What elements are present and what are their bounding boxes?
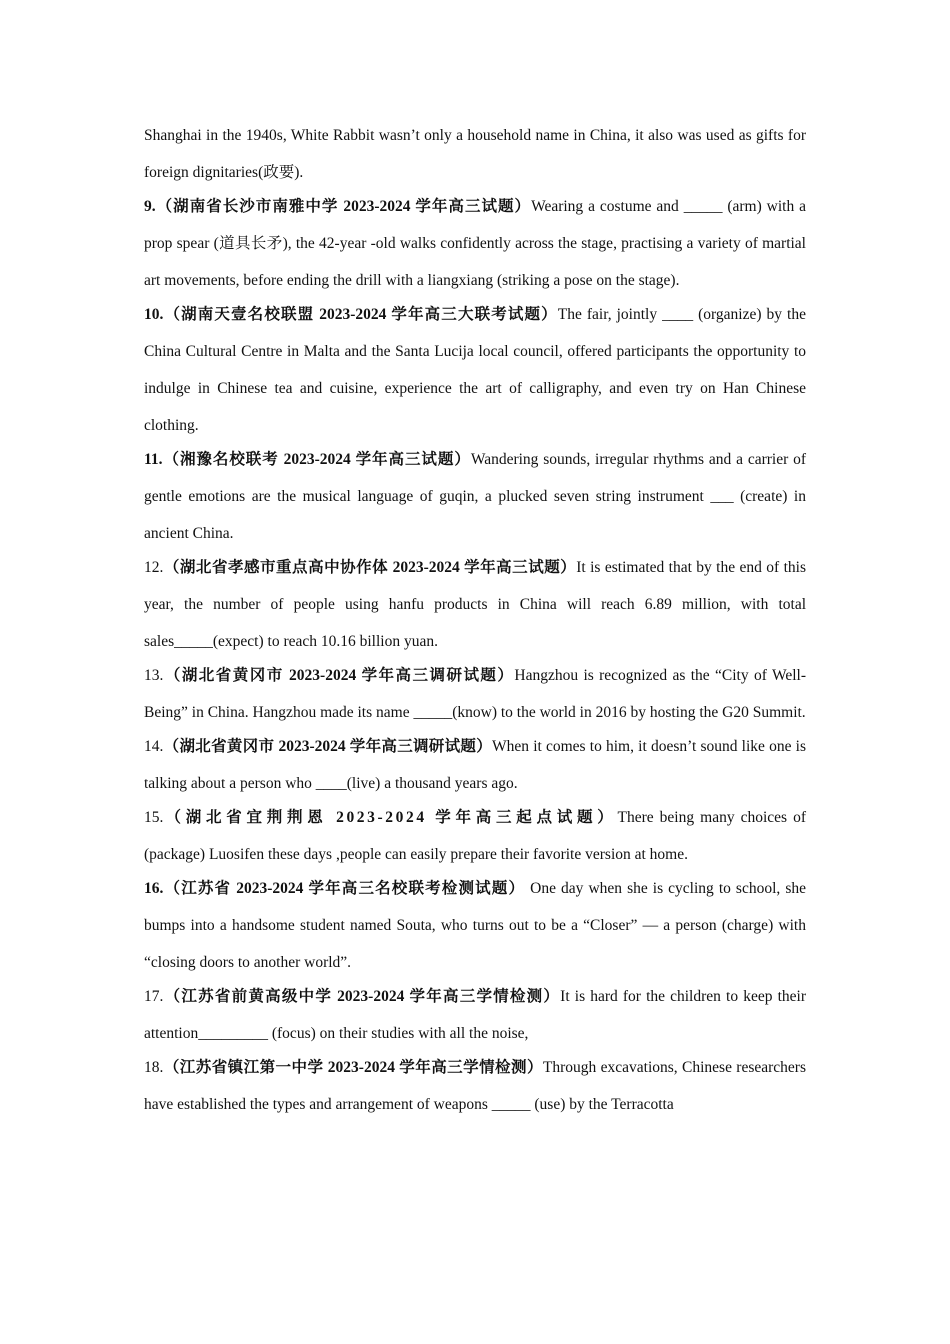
question-text: One day when she is cycling to school, she bumps into a handsome student named Souta, who turns out to be a “Closer” — a person (charge) with “closing doors to another world”. bbox=[144, 880, 806, 971]
question-10 bbox=[144, 296, 806, 444]
question-text: Wandering sounds, irregular rhythms and a carrier of gentle emotions are the musical language of guqin, a plucked seven string instrument ___ (create) in ancient China. bbox=[144, 451, 806, 542]
question-14 bbox=[144, 728, 806, 802]
question-text: The fair, jointly ____ (organize) by the China Cultural Centre in Malta and the Santa Lucija local council, offered participants the opportunity to indulge in Chinese tea and cuisine, experience the art of calligraphy, and even try on Han Chinese clothing. bbox=[144, 306, 806, 434]
question-source: （江苏省 2023-2024 学年高三名校联考检测试题） bbox=[163, 880, 526, 897]
question-9 bbox=[144, 188, 806, 299]
question-source: （湖南天壹名校联盟 2023-2024 学年高三大联考试题） bbox=[163, 306, 558, 323]
question-18 bbox=[144, 1049, 806, 1123]
question-11 bbox=[144, 441, 806, 552]
question-number: 12. bbox=[144, 559, 164, 576]
question-number: 17. bbox=[144, 988, 164, 1005]
question-source: （江苏省前黄高级中学 2023-2024 学年高三学情检测） bbox=[163, 988, 561, 1005]
question-number: 16. bbox=[144, 880, 164, 897]
question-number: 18. bbox=[144, 1059, 164, 1076]
question-text: Wearing a costume and _____ (arm) with a prop spear (道具长矛), the 42-year -old walks confidently across the stage, practising a variety of martial art movements, before ending the drill with a liangxiang (striking a pose on the stage). bbox=[144, 198, 806, 289]
question-source: （湘豫名校联考 2023-2024 学年高三试题） bbox=[162, 451, 471, 468]
question-text: It is estimated that by the end of this year, the number of people using hanfu products in China will reach 6.89 million, with total sales_____(expect) to reach 10.16 billion yuan. bbox=[144, 559, 806, 650]
question-text: It is hard for the children to keep their attention_________ (focus) on their studies with all the noise, bbox=[144, 988, 806, 1042]
question-number: 15. bbox=[144, 809, 164, 826]
question-12 bbox=[144, 549, 806, 660]
question-source: （湖南省长沙市南雅中学 2023-2024 学年高三试题） bbox=[155, 198, 532, 215]
question-number: 14. bbox=[144, 738, 164, 755]
question-number: 13. bbox=[144, 667, 164, 684]
question-source: （湖北省黄冈市 2023-2024 学年高三调研试题） bbox=[163, 738, 493, 755]
question-text: Through excavations, Chinese researchers have established the types and arrangement of weapons _____ (use) by the Terracotta bbox=[144, 1059, 806, 1113]
question-number: 9. bbox=[144, 198, 156, 215]
intro-paragraph bbox=[144, 117, 806, 191]
question-text: When it comes to him, it doesn’t sound like one is talking about a person who ____(live) a thousand years ago. bbox=[144, 738, 806, 792]
question-source: （江苏省镇江第一中学 2023-2024 学年高三学情检测） bbox=[163, 1059, 543, 1076]
question-source: （湖北省宜荆荆恩 2023-2024 学年高三起点试题） bbox=[163, 809, 618, 826]
intro-text: Shanghai in the 1940s, White Rabbit wasn’t only a household name in China, it also was used as gifts for foreign dignitaries(政要). bbox=[144, 127, 806, 181]
question-list bbox=[144, 117, 806, 1123]
question-source: （湖北省黄冈市 2023-2024 学年高三调研试题） bbox=[163, 667, 515, 684]
question-source: （湖北省孝感市重点高中协作体 2023-2024 学年高三试题） bbox=[163, 559, 577, 576]
question-number: 11. bbox=[144, 451, 163, 468]
question-text: There being many choices of (package) Luosifen these days ,people can easily prepare their favorite version at home. bbox=[144, 809, 806, 863]
question-16 bbox=[144, 870, 806, 981]
question-text: Hangzhou is recognized as the “City of Well-Being” in China. Hangzhou made its name _____(know) to the world in 2016 by hosting the G20 Summit. bbox=[144, 667, 806, 721]
question-number: 10. bbox=[144, 306, 164, 323]
question-15 bbox=[144, 799, 806, 873]
question-17 bbox=[144, 978, 806, 1052]
question-13 bbox=[144, 657, 806, 731]
